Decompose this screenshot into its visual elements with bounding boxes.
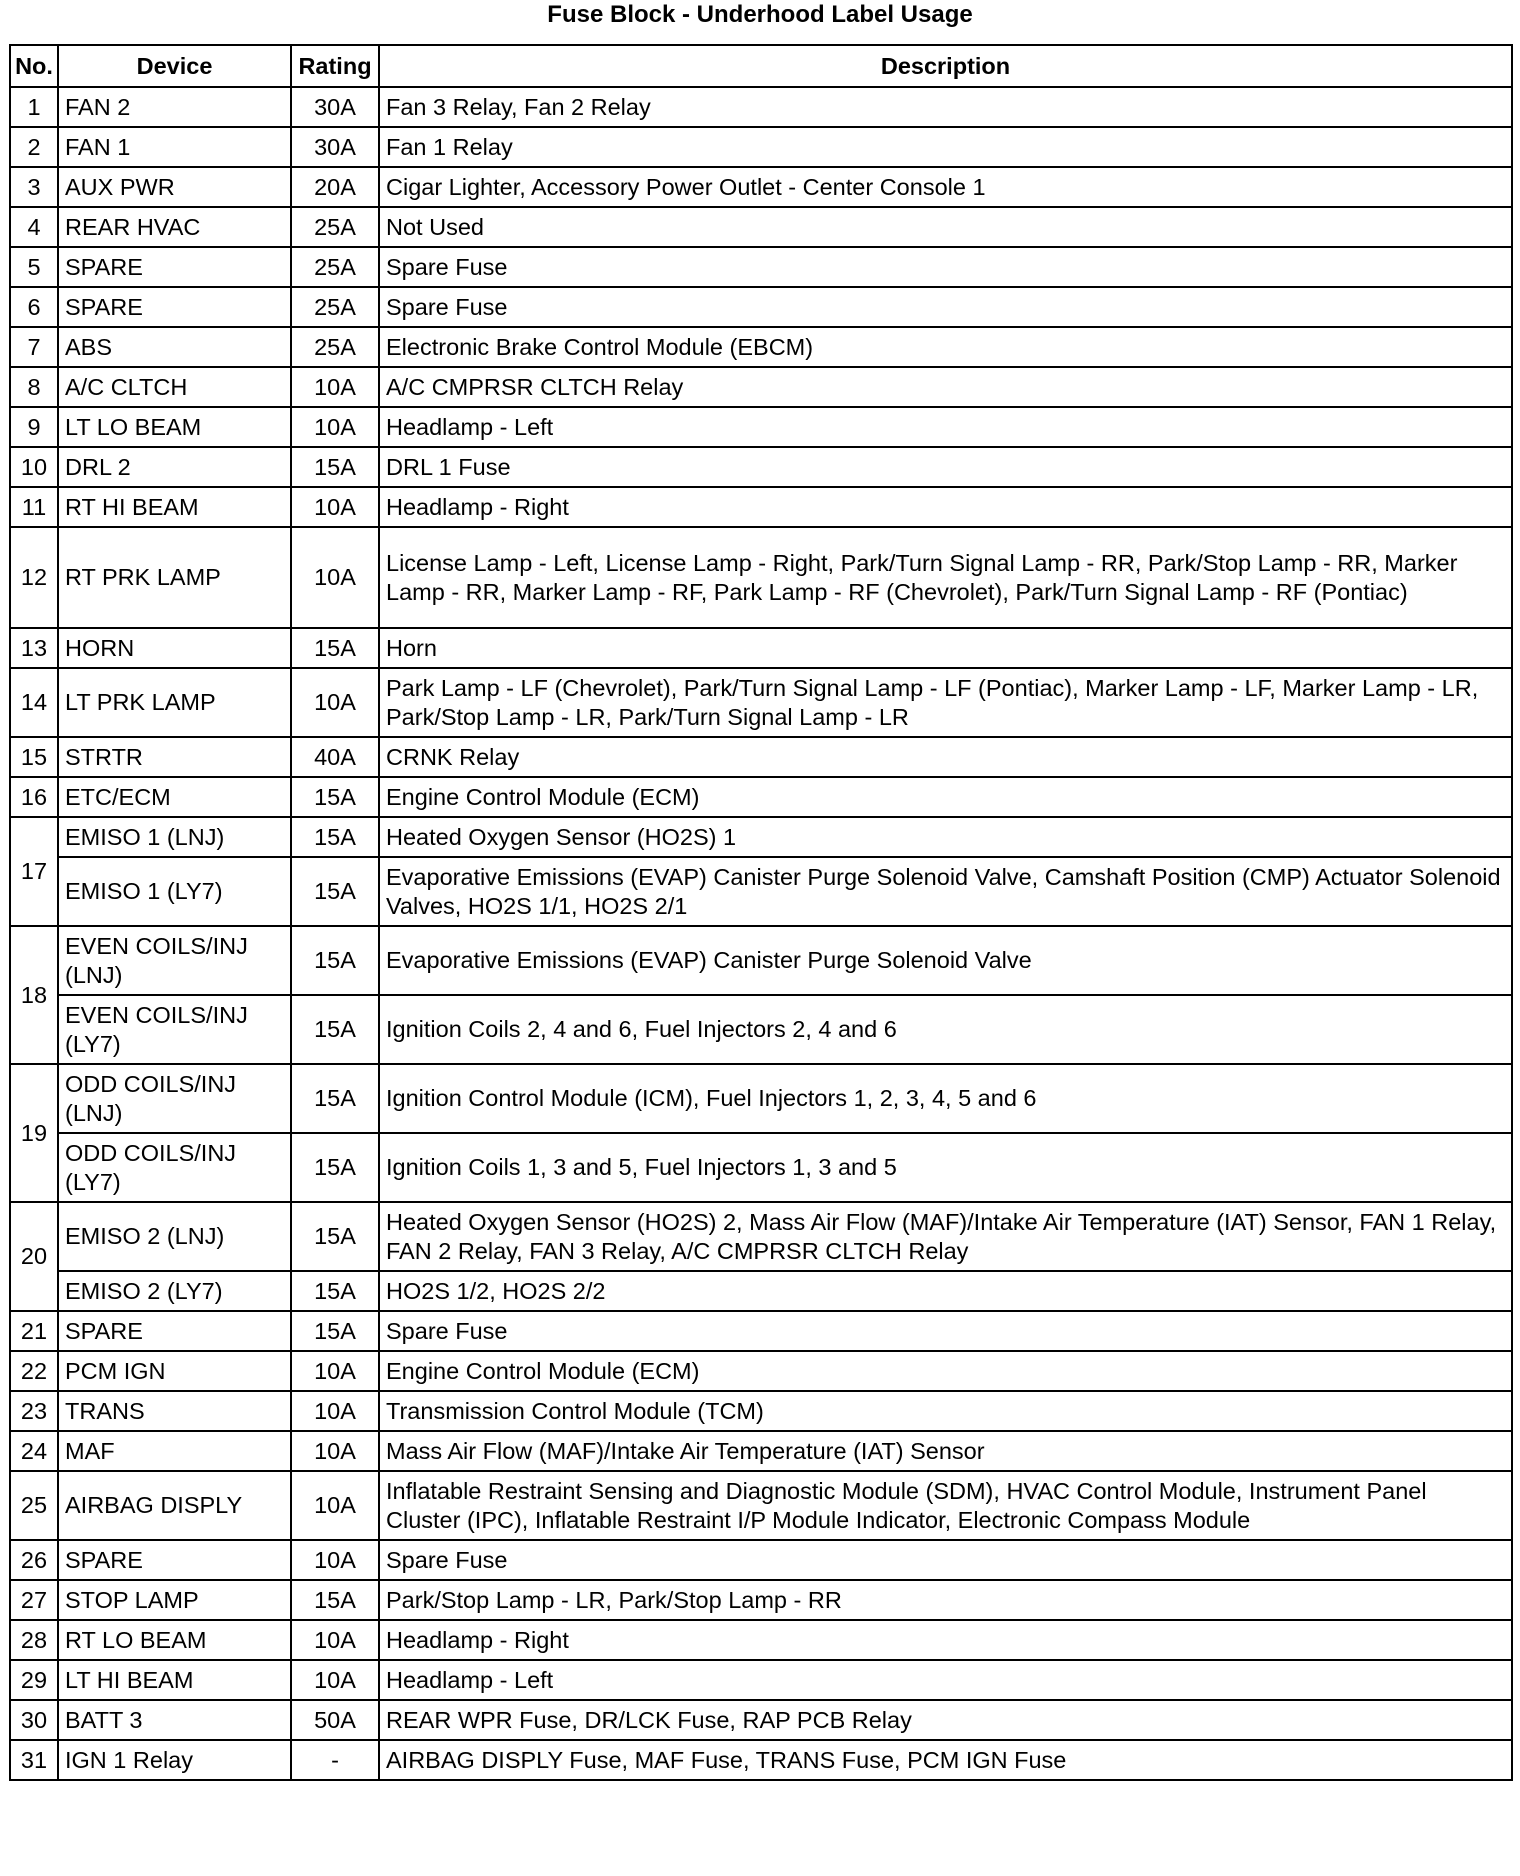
cell-rating: 10A	[291, 668, 379, 737]
cell-description: REAR WPR Fuse, DR/LCK Fuse, RAP PCB Relay	[379, 1700, 1512, 1740]
cell-rating: 15A	[291, 777, 379, 817]
cell-no: 30	[10, 1700, 58, 1740]
cell-description: Evaporative Emissions (EVAP) Canister Purge Solenoid Valve, Camshaft Position (CMP) Actuator Solenoid Valves, HO2S 1/1, HO2S 2/1	[379, 857, 1512, 926]
table-row	[10, 1133, 1512, 1202]
cell-description: AIRBAG DISPLY Fuse, MAF Fuse, TRANS Fuse, PCM IGN Fuse	[379, 1740, 1512, 1780]
table-row	[10, 247, 1512, 287]
cell-rating: 25A	[291, 287, 379, 327]
cell-description: Mass Air Flow (MAF)/Intake Air Temperature (IAT) Sensor	[379, 1431, 1512, 1471]
cell-device: PCM IGN	[58, 1351, 291, 1391]
cell-device: EMISO 1 (LNJ)	[58, 817, 291, 857]
cell-device: EMISO 2 (LNJ)	[58, 1202, 291, 1271]
cell-rating: 15A	[291, 447, 379, 487]
cell-description: Spare Fuse	[379, 1311, 1512, 1351]
cell-no: 17	[10, 817, 58, 926]
cell-description: Headlamp - Right	[379, 1620, 1512, 1660]
cell-rating: 15A	[291, 857, 379, 926]
table-row	[10, 487, 1512, 527]
table-row	[10, 327, 1512, 367]
cell-rating: 40A	[291, 737, 379, 777]
cell-rating: 15A	[291, 628, 379, 668]
table-row	[10, 207, 1512, 247]
cell-rating: 15A	[291, 1271, 379, 1311]
cell-description: A/C CMPRSR CLTCH Relay	[379, 367, 1512, 407]
cell-rating: 15A	[291, 817, 379, 857]
cell-description: Fan 3 Relay, Fan 2 Relay	[379, 87, 1512, 127]
cell-device: EVEN COILS/INJ (LNJ)	[58, 926, 291, 995]
cell-rating: 15A	[291, 995, 379, 1064]
cell-rating: 15A	[291, 1311, 379, 1351]
cell-device: EMISO 1 (LY7)	[58, 857, 291, 926]
cell-description: Inflatable Restraint Sensing and Diagnostic Module (SDM), HVAC Control Module, Instrument Panel Cluster (IPC), Inflatable Restraint I/P Module Indicator, Electronic Compass Module	[379, 1471, 1512, 1540]
cell-description: License Lamp - Left, License Lamp - Right, Park/Turn Signal Lamp - RR, Park/Stop Lamp - RR, Marker Lamp - RR, Marker Lamp - RF, Park Lamp - RF (Chevrolet), Park/Turn Signal Lamp - RF (Pontiac)	[379, 527, 1512, 628]
cell-device: REAR HVAC	[58, 207, 291, 247]
cell-description: HO2S 1/2, HO2S 2/2	[379, 1271, 1512, 1311]
cell-device: STRTR	[58, 737, 291, 777]
cell-rating: 50A	[291, 1700, 379, 1740]
table-row	[10, 1351, 1512, 1391]
cell-description: Ignition Control Module (ICM), Fuel Injectors 1, 2, 3, 4, 5 and 6	[379, 1064, 1512, 1133]
cell-description: Headlamp - Left	[379, 1660, 1512, 1700]
cell-device: SPARE	[58, 1311, 291, 1351]
cell-no: 1	[10, 87, 58, 127]
cell-device: RT LO BEAM	[58, 1620, 291, 1660]
page-title: Fuse Block - Underhood Label Usage	[547, 1, 973, 28]
cell-no: 8	[10, 367, 58, 407]
cell-rating: 25A	[291, 327, 379, 367]
table-row	[10, 857, 1512, 926]
cell-rating: 15A	[291, 1202, 379, 1271]
cell-device: ETC/ECM	[58, 777, 291, 817]
cell-rating: 30A	[291, 127, 379, 167]
fuse-table	[9, 44, 1513, 1781]
cell-description: Cigar Lighter, Accessory Power Outlet - Center Console 1	[379, 167, 1512, 207]
cell-description: Ignition Coils 1, 3 and 5, Fuel Injectors 1, 3 and 5	[379, 1133, 1512, 1202]
cell-device: SPARE	[58, 287, 291, 327]
cell-no: 7	[10, 327, 58, 367]
cell-device: AUX PWR	[58, 167, 291, 207]
cell-device: RT HI BEAM	[58, 487, 291, 527]
table-row	[10, 737, 1512, 777]
cell-no: 26	[10, 1540, 58, 1580]
cell-rating: 10A	[291, 1540, 379, 1580]
table-row	[10, 926, 1512, 995]
cell-description: Headlamp - Right	[379, 487, 1512, 527]
cell-description: Spare Fuse	[379, 247, 1512, 287]
table-row	[10, 127, 1512, 167]
cell-description: Transmission Control Module (TCM)	[379, 1391, 1512, 1431]
cell-no: 12	[10, 527, 58, 628]
cell-no: 5	[10, 247, 58, 287]
cell-device: SPARE	[58, 1540, 291, 1580]
table-row	[10, 1311, 1512, 1351]
cell-no: 2	[10, 127, 58, 167]
table-row	[10, 628, 1512, 668]
table-row	[10, 87, 1512, 127]
cell-rating: 15A	[291, 926, 379, 995]
cell-description: Spare Fuse	[379, 1540, 1512, 1580]
cell-rating: 10A	[291, 1660, 379, 1700]
cell-description: Park/Stop Lamp - LR, Park/Stop Lamp - RR	[379, 1580, 1512, 1620]
column-header-description: Description	[379, 45, 1512, 87]
cell-rating: 10A	[291, 487, 379, 527]
cell-no: 31	[10, 1740, 58, 1780]
cell-device: IGN 1 Relay	[58, 1740, 291, 1780]
cell-no: 4	[10, 207, 58, 247]
cell-rating: 10A	[291, 1391, 379, 1431]
cell-description: Heated Oxygen Sensor (HO2S) 2, Mass Air Flow (MAF)/Intake Air Temperature (IAT) Sensor, FAN 1 Relay, FAN 2 Relay, FAN 3 Relay, A/C CMPRSR CLTCH Relay	[379, 1202, 1512, 1271]
cell-description: Not Used	[379, 207, 1512, 247]
cell-no: 3	[10, 167, 58, 207]
cell-no: 9	[10, 407, 58, 447]
table-row	[10, 1740, 1512, 1780]
cell-no: 16	[10, 777, 58, 817]
cell-description: Engine Control Module (ECM)	[379, 1351, 1512, 1391]
cell-no: 21	[10, 1311, 58, 1351]
cell-device: AIRBAG DISPLY	[58, 1471, 291, 1540]
cell-description: Ignition Coils 2, 4 and 6, Fuel Injectors 2, 4 and 6	[379, 995, 1512, 1064]
cell-no: 27	[10, 1580, 58, 1620]
cell-no: 6	[10, 287, 58, 327]
table-row	[10, 1540, 1512, 1580]
table-row	[10, 1271, 1512, 1311]
table-row	[10, 1660, 1512, 1700]
cell-device: LT HI BEAM	[58, 1660, 291, 1700]
cell-device: ABS	[58, 327, 291, 367]
table-row	[10, 817, 1512, 857]
cell-device: MAF	[58, 1431, 291, 1471]
table-row	[10, 447, 1512, 487]
cell-description: Fan 1 Relay	[379, 127, 1512, 167]
cell-no: 19	[10, 1064, 58, 1202]
cell-no: 29	[10, 1660, 58, 1700]
table-row	[10, 777, 1512, 817]
cell-no: 15	[10, 737, 58, 777]
cell-rating: 10A	[291, 1431, 379, 1471]
cell-device: BATT 3	[58, 1700, 291, 1740]
cell-description: Heated Oxygen Sensor (HO2S) 1	[379, 817, 1512, 857]
cell-description: Engine Control Module (ECM)	[379, 777, 1512, 817]
cell-device: LT PRK LAMP	[58, 668, 291, 737]
cell-rating: 10A	[291, 407, 379, 447]
table-row	[10, 995, 1512, 1064]
cell-device: ODD COILS/INJ (LY7)	[58, 1133, 291, 1202]
cell-rating: -	[291, 1740, 379, 1780]
cell-device: LT LO BEAM	[58, 407, 291, 447]
table-row	[10, 1471, 1512, 1540]
table-row	[10, 1620, 1512, 1660]
cell-no: 11	[10, 487, 58, 527]
table-row	[10, 1202, 1512, 1271]
table-row	[10, 287, 1512, 327]
cell-device: FAN 2	[58, 87, 291, 127]
cell-no: 18	[10, 926, 58, 1064]
cell-rating: 15A	[291, 1064, 379, 1133]
table-row	[10, 407, 1512, 447]
table-row	[10, 668, 1512, 737]
cell-device: HORN	[58, 628, 291, 668]
cell-description: Horn	[379, 628, 1512, 668]
table-row	[10, 1064, 1512, 1133]
header-row	[10, 45, 1512, 87]
cell-description: CRNK Relay	[379, 737, 1512, 777]
cell-device: A/C CLTCH	[58, 367, 291, 407]
cell-device: DRL 2	[58, 447, 291, 487]
cell-rating: 15A	[291, 1133, 379, 1202]
cell-device: SPARE	[58, 247, 291, 287]
table-row	[10, 167, 1512, 207]
cell-rating: 25A	[291, 207, 379, 247]
cell-rating: 10A	[291, 1620, 379, 1660]
cell-no: 23	[10, 1391, 58, 1431]
table-row	[10, 1700, 1512, 1740]
cell-device: FAN 1	[58, 127, 291, 167]
cell-rating: 25A	[291, 247, 379, 287]
cell-description: Park Lamp - LF (Chevrolet), Park/Turn Signal Lamp - LF (Pontiac), Marker Lamp - LF, Marker Lamp - LR, Park/Stop Lamp - LR, Park/Turn Signal Lamp - LR	[379, 668, 1512, 737]
cell-no: 28	[10, 1620, 58, 1660]
cell-device: TRANS	[58, 1391, 291, 1431]
table-row	[10, 367, 1512, 407]
cell-device: EVEN COILS/INJ (LY7)	[58, 995, 291, 1064]
cell-no: 24	[10, 1431, 58, 1471]
column-header-no: No.	[10, 45, 58, 87]
cell-rating: 10A	[291, 1351, 379, 1391]
cell-description: Evaporative Emissions (EVAP) Canister Purge Solenoid Valve	[379, 926, 1512, 995]
cell-description: DRL 1 Fuse	[379, 447, 1512, 487]
cell-rating: 30A	[291, 87, 379, 127]
cell-description: Electronic Brake Control Module (EBCM)	[379, 327, 1512, 367]
table-row	[10, 1580, 1512, 1620]
cell-device: EMISO 2 (LY7)	[58, 1271, 291, 1311]
cell-rating: 10A	[291, 527, 379, 628]
cell-description: Headlamp - Left	[379, 407, 1512, 447]
cell-device: ODD COILS/INJ (LNJ)	[58, 1064, 291, 1133]
cell-device: STOP LAMP	[58, 1580, 291, 1620]
cell-no: 22	[10, 1351, 58, 1391]
cell-rating: 10A	[291, 1471, 379, 1540]
table-row	[10, 1431, 1512, 1471]
cell-no: 10	[10, 447, 58, 487]
cell-device: RT PRK LAMP	[58, 527, 291, 628]
table-row	[10, 527, 1512, 628]
cell-no: 20	[10, 1202, 58, 1311]
table-row	[10, 1391, 1512, 1431]
column-header-rating: Rating	[291, 45, 379, 87]
cell-rating: 20A	[291, 167, 379, 207]
cell-rating: 15A	[291, 1580, 379, 1620]
column-header-device: Device	[58, 45, 291, 87]
cell-no: 14	[10, 668, 58, 737]
cell-no: 25	[10, 1471, 58, 1540]
cell-no: 13	[10, 628, 58, 668]
cell-description: Spare Fuse	[379, 287, 1512, 327]
cell-rating: 10A	[291, 367, 379, 407]
